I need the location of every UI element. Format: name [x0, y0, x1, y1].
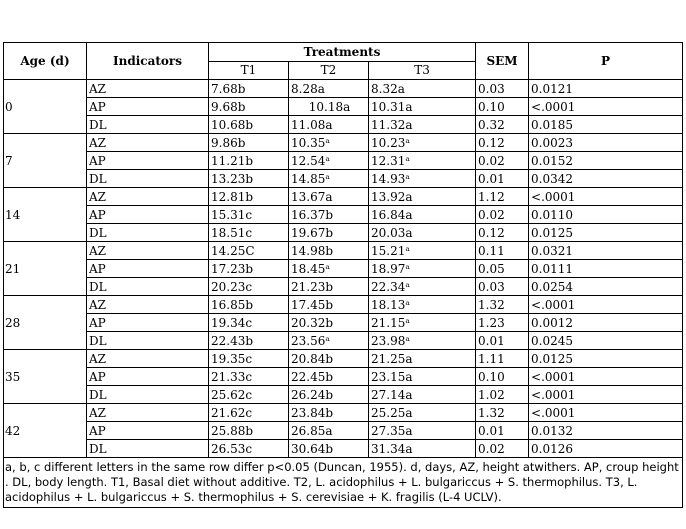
sem-cell: 0.01 — [476, 422, 529, 440]
indicator-cell: DL — [87, 278, 209, 296]
table-row — [4, 368, 683, 386]
table-row — [4, 332, 683, 350]
t1-cell: 25.62c — [209, 386, 289, 404]
t3-cell: 27.35a — [369, 422, 476, 440]
sem-cell: 0.32 — [476, 116, 529, 134]
indicator-cell: DL — [87, 386, 209, 404]
t3-cell: 31.34a — [369, 440, 476, 458]
table-row — [4, 98, 683, 116]
t1-cell: 21.62c — [209, 404, 289, 422]
header-t1: T1 — [209, 61, 289, 80]
sem-cell: 1.32 — [476, 404, 529, 422]
p-cell: <.0001 — [529, 386, 683, 404]
p-cell: <.0001 — [529, 188, 683, 206]
age-cell: 14 — [4, 188, 87, 242]
indicator-cell: AP — [87, 152, 209, 170]
sem-cell: 0.02 — [476, 206, 529, 224]
t2-cell: 14.98b — [289, 242, 369, 260]
t1-cell: 21.33c — [209, 368, 289, 386]
p-cell: 0.0111 — [529, 260, 683, 278]
p-cell: <.0001 — [529, 98, 683, 116]
t3-cell: 8.32a — [369, 80, 476, 98]
sem-cell: 0.03 — [476, 278, 529, 296]
t1-cell: 26.53c — [209, 440, 289, 458]
t3-cell: 16.84a — [369, 206, 476, 224]
age-cell: 7 — [4, 134, 87, 188]
t3-cell: 14.93ᵃ — [369, 170, 476, 188]
p-cell: 0.0110 — [529, 206, 683, 224]
age-cell: 21 — [4, 242, 87, 296]
t3-cell: 11.32a — [369, 116, 476, 134]
sem-cell: 1.23 — [476, 314, 529, 332]
t2-cell: 26.24b — [289, 386, 369, 404]
sem-cell: 0.01 — [476, 170, 529, 188]
indicator-cell: DL — [87, 332, 209, 350]
t2-cell: 22.45b — [289, 368, 369, 386]
sem-cell: 0.12 — [476, 224, 529, 242]
t2-cell: 23.84b — [289, 404, 369, 422]
table-row — [4, 224, 683, 242]
indicator-cell: AZ — [87, 188, 209, 206]
t1-cell: 14.25C — [209, 242, 289, 260]
p-cell: 0.0152 — [529, 152, 683, 170]
sem-cell: 0.01 — [476, 332, 529, 350]
sem-cell: 0.10 — [476, 98, 529, 116]
indicator-cell: AZ — [87, 242, 209, 260]
header-treatments: Treatments — [209, 43, 476, 62]
t2-cell: 13.67a — [289, 188, 369, 206]
t2-cell: 26.85a — [289, 422, 369, 440]
t1-cell: 17.23b — [209, 260, 289, 278]
table-row — [4, 350, 683, 368]
t3-cell: 18.13ᵃ — [369, 296, 476, 314]
indicator-cell: AZ — [87, 80, 209, 98]
t3-cell: 13.92a — [369, 188, 476, 206]
table-row — [4, 206, 683, 224]
t2-cell: 18.45ᵃ — [289, 260, 369, 278]
age-cell: 35 — [4, 350, 87, 404]
table-footnote: a, b, c different letters in the same row differ p<0.05 (Duncan, 1955). d, days, AZ, height atwithers. AP, croup height . DL, body length. T1, Basal diet without additive. T2, L. acidophilus + L. bulgariccus + S. thermophilus. T3, L. acidophilus + L. bulgariccus + S. thermophilus + S. cerevisiae + K. fragilis (L-4 UCLV). — [4, 458, 683, 508]
sem-cell: 1.11 — [476, 350, 529, 368]
results-table — [3, 42, 683, 508]
t1-cell: 13.23b — [209, 170, 289, 188]
t2-cell: 20.32b — [289, 314, 369, 332]
t1-cell: 7.68b — [209, 80, 289, 98]
p-cell: 0.0023 — [529, 134, 683, 152]
header-indicators: Indicators — [87, 43, 209, 80]
indicator-cell: AZ — [87, 350, 209, 368]
t1-cell: 15.31c — [209, 206, 289, 224]
sem-cell: 1.32 — [476, 296, 529, 314]
table-row — [4, 296, 683, 314]
indicator-cell: AP — [87, 368, 209, 386]
t1-cell: 22.43b — [209, 332, 289, 350]
sem-cell: 1.12 — [476, 188, 529, 206]
t2-cell: 8.28a — [289, 80, 369, 98]
t1-cell: 18.51c — [209, 224, 289, 242]
sem-cell: 0.02 — [476, 152, 529, 170]
table-row — [4, 314, 683, 332]
indicator-cell: AZ — [87, 296, 209, 314]
sem-cell: 0.02 — [476, 440, 529, 458]
t1-cell: 25.88b — [209, 422, 289, 440]
indicator-cell: AP — [87, 314, 209, 332]
p-cell: 0.0185 — [529, 116, 683, 134]
t3-cell: 23.98ᵃ — [369, 332, 476, 350]
age-cell: 28 — [4, 296, 87, 350]
indicator-cell: DL — [87, 170, 209, 188]
table-row — [4, 260, 683, 278]
t3-cell: 12.31ᵃ — [369, 152, 476, 170]
t3-cell: 21.15ᵃ — [369, 314, 476, 332]
indicator-cell: DL — [87, 116, 209, 134]
age-cell: 0 — [4, 80, 87, 134]
t2-cell: 30.64b — [289, 440, 369, 458]
t3-cell: 21.25a — [369, 350, 476, 368]
indicator-cell: AP — [87, 206, 209, 224]
p-cell: 0.0012 — [529, 314, 683, 332]
indicator-cell: AZ — [87, 404, 209, 422]
indicator-cell: DL — [87, 440, 209, 458]
t1-cell: 20.23c — [209, 278, 289, 296]
p-cell: 0.0121 — [529, 80, 683, 98]
age-cell: 42 — [4, 404, 87, 458]
t3-cell: 22.34ᵃ — [369, 278, 476, 296]
table-row — [4, 152, 683, 170]
indicator-cell: DL — [87, 224, 209, 242]
t3-cell: 20.03a — [369, 224, 476, 242]
t1-cell: 9.86b — [209, 134, 289, 152]
t2-cell: 14.85ᵃ — [289, 170, 369, 188]
t2-cell: 23.56ᵃ — [289, 332, 369, 350]
t3-cell: 10.23ᵃ — [369, 134, 476, 152]
table-row — [4, 422, 683, 440]
t2-cell: 12.54ᵃ — [289, 152, 369, 170]
sem-cell: 0.03 — [476, 80, 529, 98]
table-row — [4, 242, 683, 260]
t3-cell: 27.14a — [369, 386, 476, 404]
p-cell: <.0001 — [529, 296, 683, 314]
indicator-cell: AZ — [87, 134, 209, 152]
t2-cell: 10.35ᵃ — [289, 134, 369, 152]
t2-cell: 20.84b — [289, 350, 369, 368]
t3-cell: 10.31a — [369, 98, 476, 116]
t1-cell: 10.68b — [209, 116, 289, 134]
t1-cell: 11.21b — [209, 152, 289, 170]
table-row — [4, 386, 683, 404]
table-row — [4, 188, 683, 206]
t2-cell: 16.37b — [289, 206, 369, 224]
p-cell: 0.0132 — [529, 422, 683, 440]
sem-cell: 0.05 — [476, 260, 529, 278]
t3-cell: 15.21ᵃ — [369, 242, 476, 260]
table-row — [4, 170, 683, 188]
sem-cell: 0.12 — [476, 134, 529, 152]
sem-cell: 0.11 — [476, 242, 529, 260]
header-age: Age (d) — [4, 43, 87, 80]
t2-cell: 17.45b — [289, 296, 369, 314]
t1-cell: 12.81b — [209, 188, 289, 206]
header-t3: T3 — [369, 61, 476, 80]
t3-cell: 18.97ᵃ — [369, 260, 476, 278]
p-cell: 0.0245 — [529, 332, 683, 350]
table-body — [4, 80, 683, 458]
sem-cell: 0.10 — [476, 368, 529, 386]
p-cell: 0.0321 — [529, 242, 683, 260]
t1-cell: 19.34c — [209, 314, 289, 332]
t3-cell: 23.15a — [369, 368, 476, 386]
p-cell: 0.0254 — [529, 278, 683, 296]
header-sem: SEM — [476, 43, 529, 80]
table-row — [4, 116, 683, 134]
p-cell: 0.0125 — [529, 224, 683, 242]
table-row — [4, 134, 683, 152]
t2-cell: 19.67b — [289, 224, 369, 242]
header-t2: T2 — [289, 61, 369, 80]
table-row — [4, 404, 683, 422]
indicator-cell: AP — [87, 98, 209, 116]
indicator-cell: AP — [87, 422, 209, 440]
table-row — [4, 278, 683, 296]
table-row — [4, 440, 683, 458]
t3-cell: 25.25a — [369, 404, 476, 422]
p-cell: 0.0342 — [529, 170, 683, 188]
t1-cell: 16.85b — [209, 296, 289, 314]
t2-cell: 21.23b — [289, 278, 369, 296]
table-row — [4, 80, 683, 98]
t2-cell: 10.18a — [289, 98, 369, 116]
t1-cell: 19.35c — [209, 350, 289, 368]
t1-cell: 9.68b — [209, 98, 289, 116]
p-cell: <.0001 — [529, 404, 683, 422]
header-p: P — [529, 43, 683, 80]
indicator-cell: AP — [87, 260, 209, 278]
sem-cell: 1.02 — [476, 386, 529, 404]
p-cell: <.0001 — [529, 368, 683, 386]
p-cell: 0.0125 — [529, 350, 683, 368]
p-cell: 0.0126 — [529, 440, 683, 458]
t2-cell: 11.08a — [289, 116, 369, 134]
